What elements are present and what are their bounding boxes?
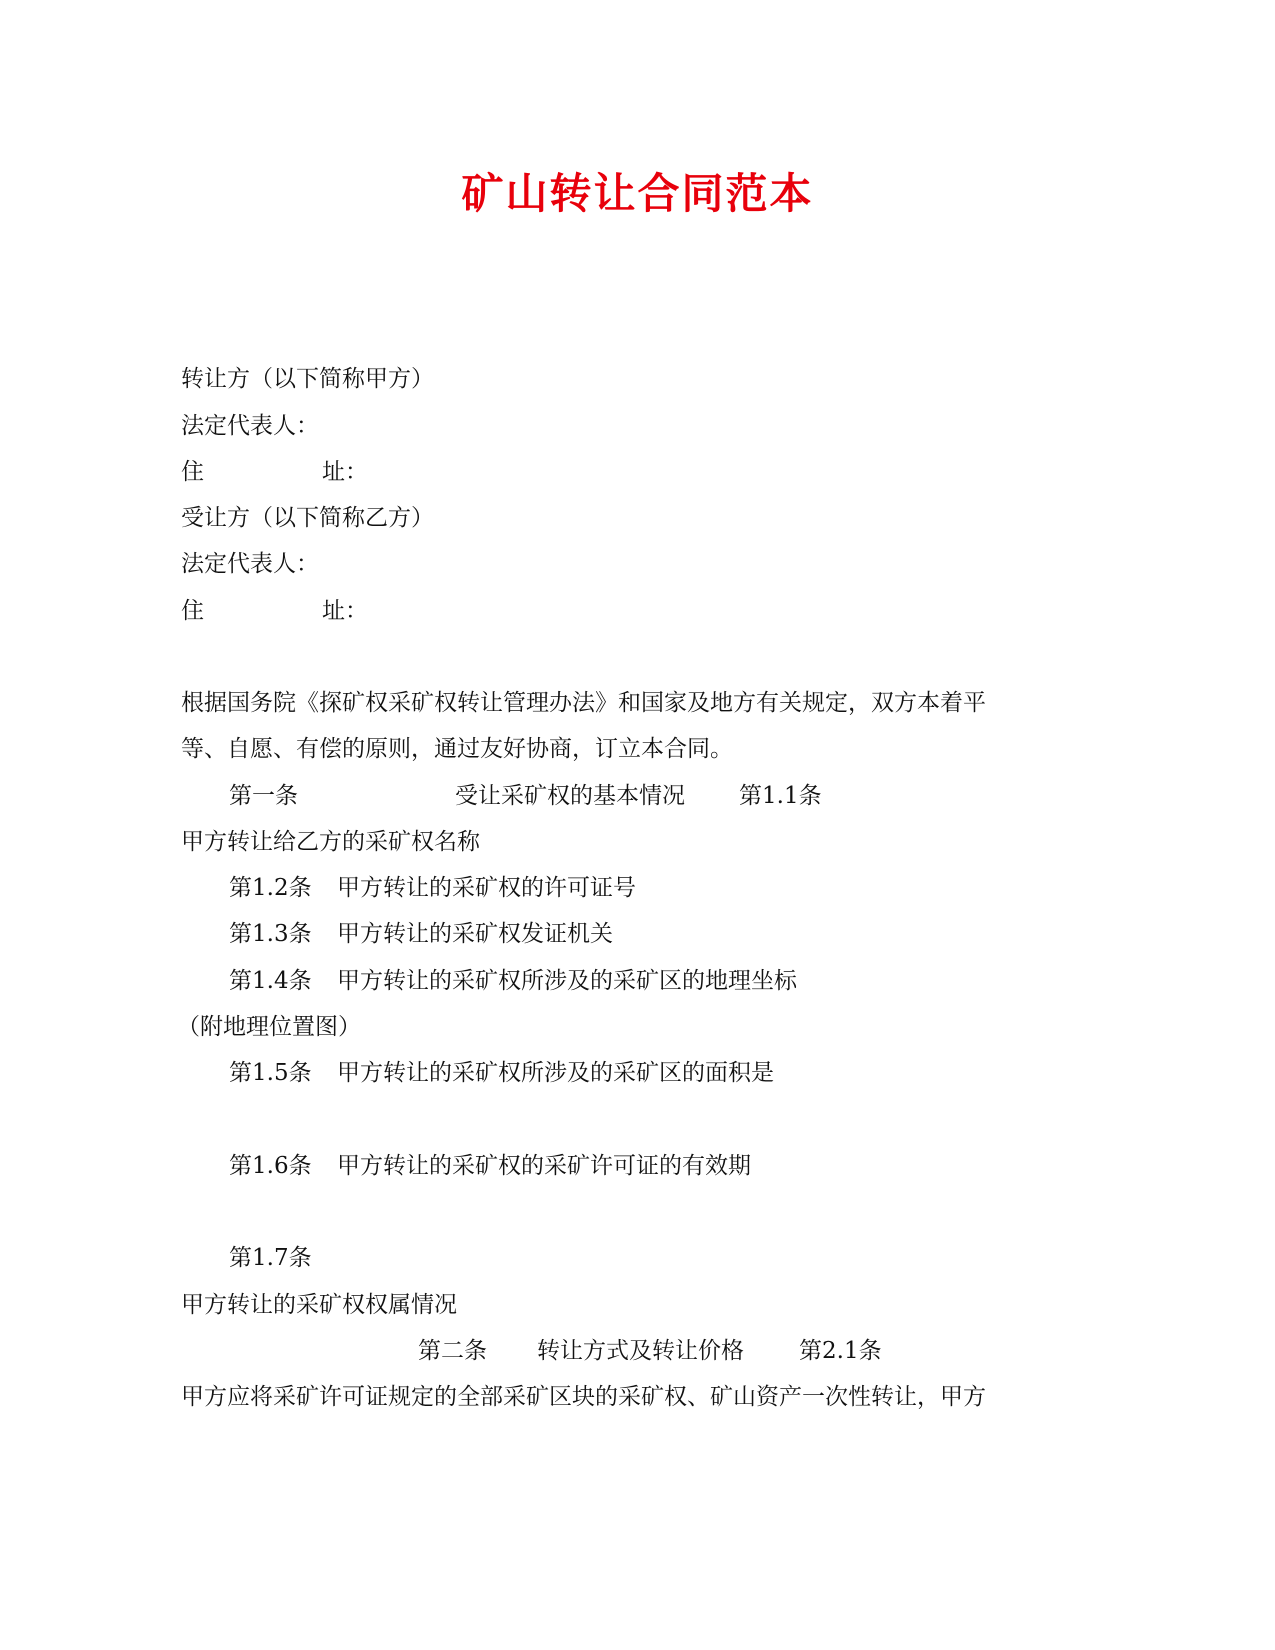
clause-1-1-text: 甲方转让给乙方的采矿权名称 bbox=[181, 829, 480, 855]
legal-rep-line-1: 法定代表人： bbox=[181, 413, 319, 439]
clause-1-7-label: 第1.7条 bbox=[229, 1245, 312, 1271]
transferor-line: 转让方（以下简称甲方） bbox=[181, 366, 434, 392]
address-line-2-label: 住 bbox=[181, 598, 204, 624]
clause-1-2-text: 甲方转让的采矿权的许可证号 bbox=[337, 875, 636, 901]
article-1-label: 第一条 bbox=[229, 783, 298, 809]
clause-1-4-text: 甲方转让的采矿权所涉及的采矿区的地理坐标 bbox=[337, 968, 797, 994]
address-line-2-suffix: 址： bbox=[322, 598, 368, 624]
preamble-line-1: 根据国务院《探矿权采矿权转让管理办法》和国家及地方有关规定，双方本着平 bbox=[181, 690, 986, 716]
address-line-1-suffix: 址： bbox=[322, 459, 368, 485]
clause-1-3-text: 甲方转让的采矿权发证机关 bbox=[337, 921, 613, 947]
article-2-label: 第二条 bbox=[418, 1338, 487, 1364]
legal-rep-line-2: 法定代表人： bbox=[181, 551, 319, 577]
clause-2-1-label: 第2.1条 bbox=[799, 1338, 882, 1364]
clause-1-4-label: 第1.4条 bbox=[229, 968, 312, 994]
clause-1-5-label: 第1.5条 bbox=[229, 1060, 312, 1086]
clause-1-6-text: 甲方转让的采矿权的采矿许可证的有效期 bbox=[337, 1153, 751, 1179]
clause-1-3-label: 第1.3条 bbox=[229, 921, 312, 947]
clause-1-4-note: （附地理位置图） bbox=[177, 1014, 361, 1040]
clause-2-1-text: 甲方应将采矿许可证规定的全部采矿区块的采矿权、矿山资产一次性转让，甲方 bbox=[181, 1384, 986, 1410]
clause-1-7-text: 甲方转让的采矿权权属情况 bbox=[181, 1292, 457, 1318]
address-line-1-label: 住 bbox=[181, 459, 204, 485]
clause-1-2-label: 第1.2条 bbox=[229, 875, 312, 901]
document-title: 矿山转让合同范本 bbox=[461, 169, 814, 218]
article-1-heading: 受让采矿权的基本情况 bbox=[455, 783, 685, 809]
preamble-line-2: 等、自愿、有偿的原则，通过友好协商，订立本合同。 bbox=[181, 736, 733, 762]
transferee-line: 受让方（以下简称乙方） bbox=[181, 505, 434, 531]
clause-1-5-text: 甲方转让的采矿权所涉及的采矿区的面积是 bbox=[337, 1060, 774, 1086]
clause-1-1-label: 第1.1条 bbox=[739, 783, 822, 809]
article-2-heading: 转让方式及转让价格 bbox=[537, 1338, 744, 1364]
clause-1-6-label: 第1.6条 bbox=[229, 1153, 312, 1179]
